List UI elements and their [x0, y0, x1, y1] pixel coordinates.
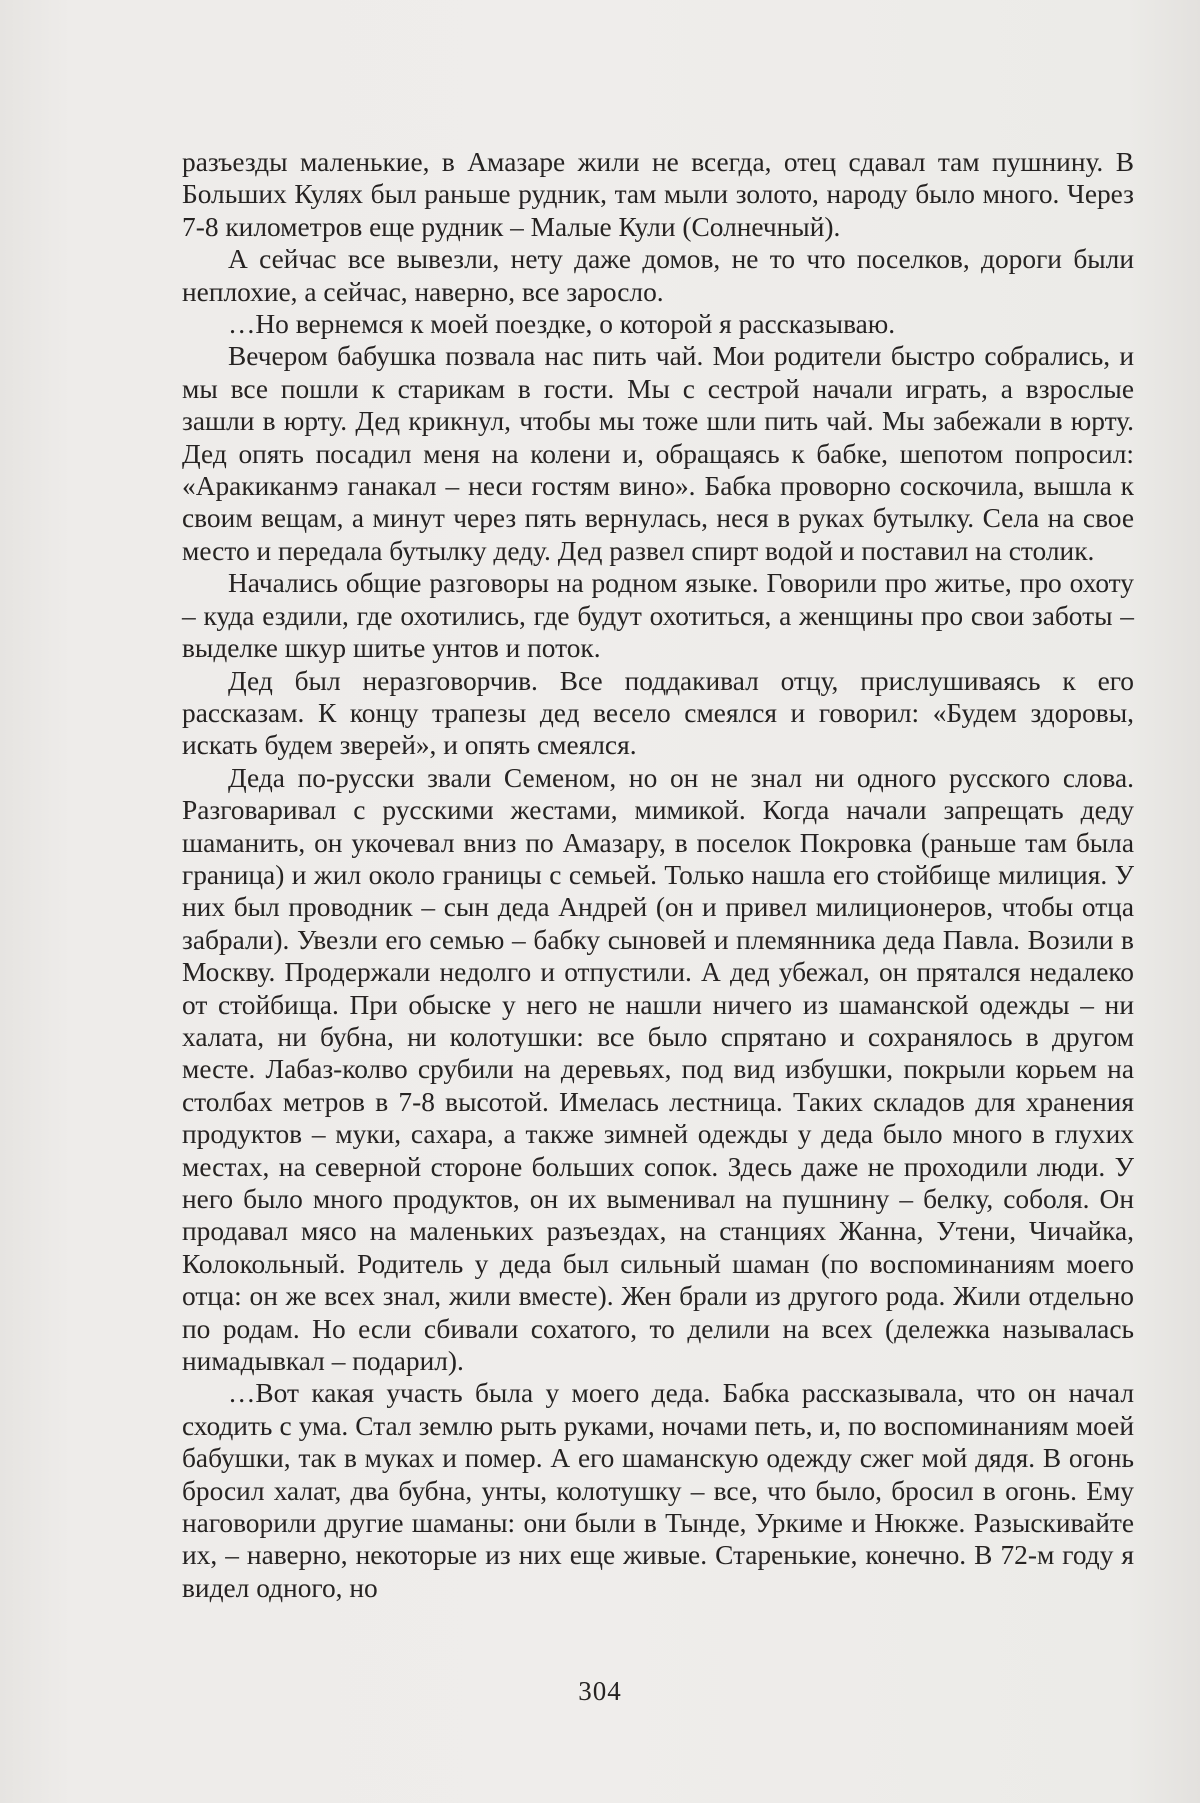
paragraph: Деда по-русски звали Семеном, но он не знал ни одного русского слова. Разговаривал с русскими жестами, мимикой. Когда начали запрещать деду шаманить, он укочевал вниз по Амазару, в поселок Покровка (раньше там была граница) и жил около границы с семьей. Только нашла его стойбище милиция. У них был проводник – сын деда Андрей (он и привел милиционеров, чтобы отца забрали). Увезли его семью – бабку сыновей и племянника деда Павла. Возили в Москву. Продержали недолго и отпустили. А дед убежал, он прятался недалеко от стойбища. При обыске у него не нашли ничего из шаманской одежды – ни халата, ни бубна, ни колотушки: все было спрятано и сохранялось в другом месте. Лабаз-колво срубили на деревьях, под вид избушки, покрыли корьем на столбах метров в 7-8 высотой. Имелась лестница. Таких складов для хранения продуктов – муки, сахара, а также зимней одежды у деда было много в глухих местах, на северной стороне больших сопок. Здесь даже не проходили люди. У него было много продуктов, он их выменивал на пушнину – белку, соболя. Он продавал мясо на маленьких разъездах, на станциях Жанна, Утени, Чичайка, Колокольный. Родитель у деда был сильный шаман (по воспоминаниям моего отца: он же всех знал, жили вместе). Жен брали из другого рода. Жили отдельно по родам. Но если сбивали сохатого, то делили на всех (дележка называлась нимадывкал – подарил). [182, 762, 1134, 1377]
paragraph: А сейчас все вывезли, нету даже домов, не то что поселков, дороги были неплохие, а сейчас, наверно, все заросло. [182, 244, 1134, 307]
paragraph: Начались общие разговоры на родном языке. Говорили про житье, про охоту – куда ездили, где охотились, где будут охотиться, а женщины про свои заботы – выделке шкур шитье унтов и поток. [182, 568, 1134, 664]
paragraph: разъезды маленькие, в Амазаре жили не всегда, отец сдавал там пушнину. В Больших Кулях был раньше рудник, там мыли золото, народу было много. Через 7-8 километров еще рудник – Малые Кули (Солнечный). [182, 147, 1134, 242]
paragraph: …Вот какая участь была у моего деда. Бабка рассказывала, что он начал сходить с ума. Стал землю рыть руками, ночами петь, и, по воспоминаниям моей бабушки, так в муках и помер. А его шаманскую одежду сжег мой дядя. В огонь бросил халат, два бубна, унты, колотушку – все, что было, бросил в огонь. Ему наговорили другие шаманы: они были в Тынде, Уркиме и Нюкже. Разыскивайте их, – наверно, некоторые из них еще живые. Старенькие, конечно. В 72-м году я видел одного, но [182, 1378, 1134, 1603]
paragraph: Вечером бабушка позвала нас пить чай. Мои родители быстро собрались, и мы все пошли к старикам в гости. Мы с сестрой начали играть, а взрослые зашли в юрту. Дед крикнул, чтобы мы тоже шли пить чай. Мы забежали в юрту. Дед опять посадил меня на колени и, обращаясь к бабке, шепотом попросил: «Аракиканмэ ганакал – неси гостям вино». Бабка проворно соскочила, вышла к своим вещам, а минут через пять вернулась, неся в руках бутылку. Села на свое место и передала бутылку деду. Дед развел спирт водой и поставил на столик. [182, 341, 1134, 566]
paragraph: …Но вернемся к моей поездке, о которой я рассказываю. [228, 309, 896, 340]
page-number: 304 [578, 1676, 622, 1706]
body-text [182, 146, 1134, 1604]
paragraph: Дед был неразговорчив. Все поддакивал отцу, прислушиваясь к его рассказам. К концу трапезы дед весело смеялся и говорил: «Будем здоровы, искать будем зверей», и опять смеялся. [182, 665, 1134, 761]
